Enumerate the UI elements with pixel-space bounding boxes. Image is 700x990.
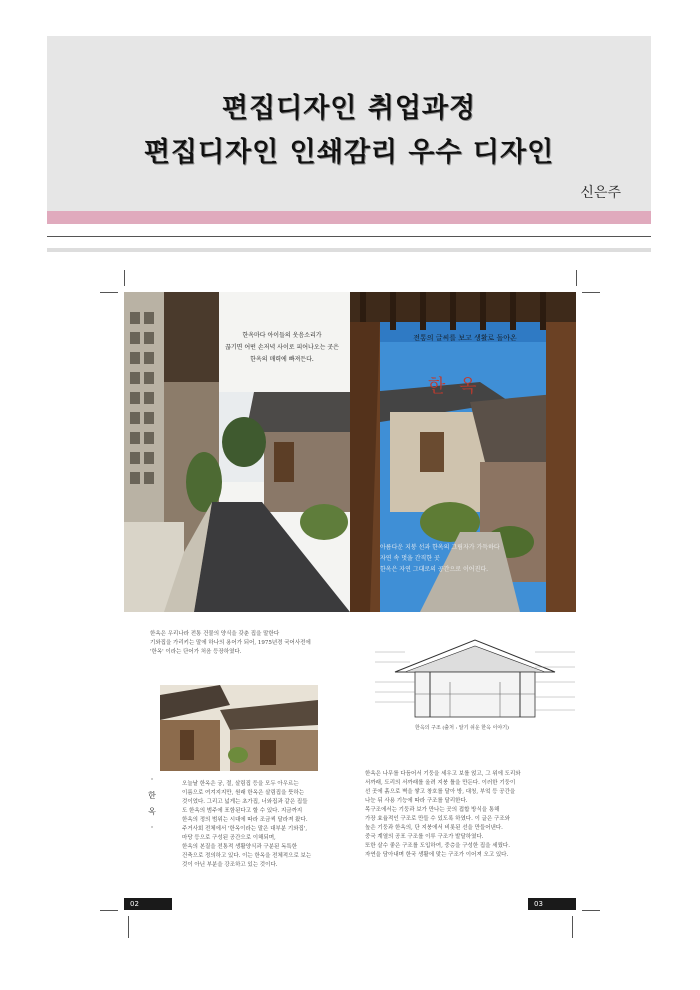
left-body-line: 것이 아닌 부분을 강조하고 있는 것이다. <box>182 862 278 868</box>
left-body-line: 이름으로 여겨지지만, 원래 한옥은 살림집을 뜻하는 <box>182 790 305 796</box>
right-body-line: 나눈 뒤 사용 기능에 따라 구조를 달리한다. <box>365 798 468 804</box>
right-body-line: 높은 기둥과 한옥의, 단 지붕에서 비롯된 선을 만들어낸다. <box>365 825 503 831</box>
divider-band <box>47 248 651 252</box>
crop-mark <box>572 916 573 938</box>
left-body-line: 주거사회 전체에서 '한옥이라는 말은 대부분 기와집', <box>182 826 308 832</box>
crop-mark <box>576 270 577 286</box>
right-body-line: 가장 효율적인 구조로 만들 수 있도록 하였다. 이 글은 구조와 <box>365 816 510 822</box>
right-small-caption-line: 아름다운 지붕 선과 한옥의 그림자가 가득하다 <box>380 544 500 551</box>
crop-mark <box>100 292 118 293</box>
right-caption: 전통의 글씨를 보고 생활로 돌아온 <box>413 334 517 342</box>
crop-mark <box>128 916 129 938</box>
left-intro-line: '한옥' 이라는 단어가 처음 등장하였다. <box>150 649 242 655</box>
crop-mark <box>582 292 600 293</box>
right-body-line: 한옥은 나무를 다듬어서 기둥을 세우고 보를 얹고, 그 위에 도리와 <box>365 771 521 777</box>
right-small-caption-line: 한옥은 자연 그대로의 공간으로 이어진다. <box>380 566 489 573</box>
accent-bar <box>47 211 651 224</box>
author-name: 신은주 <box>580 185 621 201</box>
left-caption-line: 끊기면 어떤 손저녁 사이로 피어나오는 곳은 <box>225 344 339 351</box>
right-small-caption-line: 자연 속 멋을 간직한 곳 <box>380 555 440 562</box>
left-caption-line: 한옥마다 아이들의 웃음소리가 <box>242 332 322 339</box>
left-caption-line: 한옥의 매력에 빠져든다. <box>250 356 314 363</box>
right-small-caption <box>380 542 550 575</box>
hanok-structure-diagram <box>375 632 575 732</box>
right-title: 한 옥 <box>428 376 481 397</box>
left-intro-line: 한옥은 우리나라 전통 건물의 양식을 갖춘 집을 말한다 <box>150 631 280 637</box>
crop-mark <box>582 910 600 911</box>
left-body-line: 도 한옥의 범주에 포함된다고 할 수 있다. 지금까지 <box>182 808 303 814</box>
crop-mark <box>124 270 125 286</box>
page-title-line2: 편집디자인 인쇄감리 우수 디자인 <box>143 137 555 168</box>
left-sidebar-char: · <box>150 775 154 784</box>
left-body-line: 한옥의 정의 범위는 시대에 따라 조금씩 달라져 왔다. <box>182 817 308 823</box>
page-number-right: 03 <box>528 898 576 910</box>
left-intro-line: 기와집을 가리키는 말에 하나의 용어가 되어, 1975년경 국어사전에 <box>150 640 311 646</box>
magazine-spread <box>100 270 600 980</box>
left-body-line: 건축으로 정의하고 있다. 이는 한옥을 전체적으로 보는 <box>182 853 312 859</box>
left-body <box>182 780 352 870</box>
right-body <box>365 770 575 860</box>
header-panel <box>47 36 651 214</box>
page-title-line1: 편집디자인 취업과정 <box>221 93 477 124</box>
gate-photo <box>350 292 576 612</box>
right-body-line: 자연을 담아내며 한국 생활에 맞는 구조가 이어져 오고 있다. <box>365 852 509 858</box>
right-body-line: 중국 계열의 공포 구조를 이루 구조가 발달하였다. <box>365 834 484 840</box>
left-body-line: 것이었다. 그리고 넓게는 초가집, 너와집과 같은 집들 <box>182 799 308 805</box>
hanok-village-photo <box>160 685 318 771</box>
divider-line <box>47 236 651 237</box>
crop-mark <box>100 910 118 911</box>
left-caption <box>222 330 342 366</box>
right-body-line: 또한 살수 좋은 구조를 도입하여, 중층을 구성한 집을 세웠다. <box>365 843 510 849</box>
left-body-line: 한옥의 본질을 전통적 생활양식과 구분된 독특한 <box>182 844 298 850</box>
diagram-caption: 한옥의 구조 (출처 : 알기 쉬운 한옥 이야기) <box>415 725 509 731</box>
left-intro <box>150 630 340 657</box>
left-sidebar <box>148 772 156 836</box>
left-sidebar-char: · <box>150 823 154 832</box>
right-body-line: 선 곳에 흙으로 벽을 쌓고 창호를 달아 방, 대청, 부엌 등 공간을 <box>365 789 516 795</box>
page-number-left: 02 <box>124 898 172 910</box>
right-body-line: 목구조에서는 기둥과 보가 만나는 곳의 접합 방식을 통해 <box>365 807 500 813</box>
left-sidebar-char: 옥 <box>148 807 156 816</box>
left-body-line: 마당 등으로 구성된 공간으로 이해되며, <box>182 835 276 841</box>
right-body-line: 서까래, 도리의 서까래를 올려 지붕 틀을 만든다. 이러한 기둥이 <box>365 780 516 786</box>
left-sidebar-char: 한 <box>148 791 156 800</box>
alley-photo <box>124 292 350 612</box>
left-body-line: 오늘날 한옥은 궁, 절, 살림집 등을 모두 아우르는 <box>182 781 299 787</box>
